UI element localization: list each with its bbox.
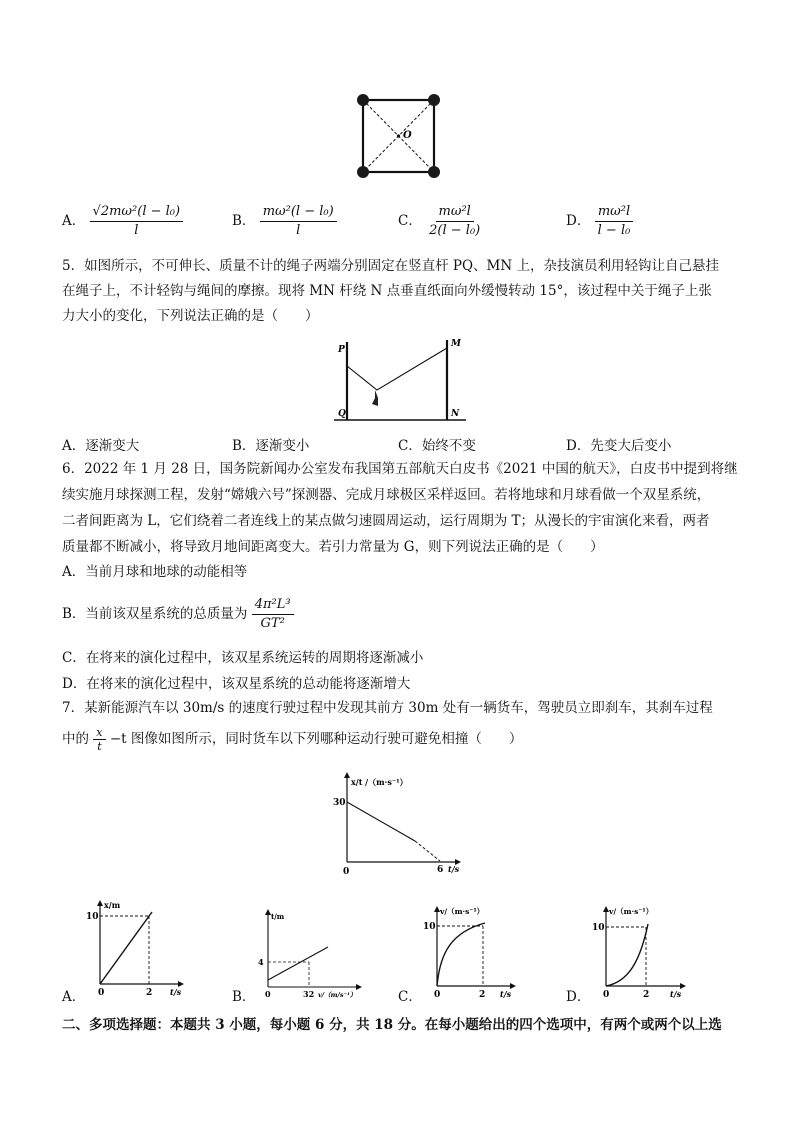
svg-text:32: 32 — [303, 989, 315, 999]
ball-bottom-left — [357, 166, 369, 178]
q6-line-1: 6．2022 年 1 月 28 日，国务院新闻办公室发布我国第五部航天白皮书《2021 中国的航天》，白皮书中提到将继 — [62, 461, 738, 477]
svg-text:10: 10 — [423, 922, 436, 932]
ball-top-right — [428, 94, 440, 106]
x-tick-6: 6 — [437, 865, 444, 875]
y-tick-30: 30 — [333, 798, 346, 808]
graph-curve — [437, 923, 485, 986]
q7-line-1: 7．某新能源汽车以 30m/s 的速度行驶过程中发现其前方 30m 处有一辆货车，驾驶员立即刹车，其刹车过程 — [62, 700, 713, 716]
section-2-heading: 二、多项选择题：本题共 3 小题，每小题 6 分，共 18 分。在每小题给出的四个选项中，有两个或两个以上选 — [62, 1017, 722, 1033]
graph-curve — [606, 924, 648, 986]
q5-option-d[interactable]: D．先变大后变小 — [566, 438, 672, 454]
ball-top-left — [357, 94, 369, 106]
q6-line-4: 质量都不断减小，将导致月地间距离变大。若引力常量为 G，则下列说法正确的是（ ） — [62, 539, 604, 555]
q6-line-3: 二者间距离为 L，它们绕着二者连线上的某点做匀速圆周运动，运行周期为 T；从漫长的宇宙演化来看，两者 — [62, 513, 710, 529]
svg-text:t/s: t/s — [170, 987, 182, 997]
q5-option-c[interactable]: C．始终不变 — [398, 438, 476, 454]
q5-rope-figure — [330, 334, 470, 426]
svg-text:4: 4 — [258, 957, 264, 967]
svg-text:t/s: t/s — [670, 989, 682, 999]
x-label: t/s — [448, 864, 460, 874]
q4-option-a[interactable]: A． $\frac{\text{√2mω²(l − l₀)}}{l}$ — [62, 203, 183, 240]
q7-line-2: 中的 $\frac{x}{t}$ −t 图像如图所示，同时货车以下列哪种运动行驶可避免相撞（ ） — [62, 726, 523, 753]
solid-line — [347, 802, 415, 841]
q6-line-2: 续实施月球探测工程，发射“嫦娥六号”探测器、完成月球极区采样返回。若将地球和月球看做一个双星系统， — [62, 487, 711, 503]
origin: 0 — [343, 867, 350, 877]
svg-text:2: 2 — [643, 990, 650, 1000]
q5-line-2: 在绳子上，不计轻钩与绳间的摩擦。现将 MN 杆绕 N 点垂直纸面向外缓慢转动 15°，该过程中关于绳子上张 — [62, 283, 712, 299]
q5-line-1: 5．如图所示，不可伸长、质量不计的绳子两端分别固定在竖直杆 PQ、MN 上，杂技演员利用轻钩让自己悬挂 — [62, 258, 719, 274]
q6-option-c[interactable]: C．在将来的演化过程中，该双星系统运转的周期将逐渐减小 — [62, 650, 424, 666]
label-n: N — [451, 409, 460, 419]
svg-text:v/（m·s⁻¹）: v/（m·s⁻¹） — [440, 907, 485, 916]
label-q: Q — [338, 409, 346, 419]
svg-text:2: 2 — [479, 990, 486, 1000]
svg-text:t/m: t/m — [271, 912, 285, 921]
q6-option-a[interactable]: A．当前月球和地球的动能相等 — [62, 564, 248, 580]
q5-option-b[interactable]: B．逐渐变小 — [232, 438, 310, 454]
q5-line-3: 力大小的变化，下列说法正确的是（ ） — [62, 308, 319, 324]
q6-option-d[interactable]: D．在将来的演化过程中，该双星系统的总动能将逐渐增大 — [62, 676, 411, 692]
graph-line — [100, 912, 152, 984]
q7-option-a-letter: A． — [62, 989, 86, 1005]
q5-option-a[interactable]: A．逐渐变大 — [62, 438, 140, 454]
q4-option-b[interactable]: B． $\frac{\text{mω²(l − l₀)}}{l}$ — [232, 203, 337, 240]
svg-text:v/（m·s⁻¹）: v/（m·s⁻¹） — [609, 907, 654, 916]
q7-option-c-letter: C． — [398, 989, 422, 1005]
y-arrow — [344, 772, 350, 778]
svg-text:2: 2 — [146, 988, 153, 998]
center-point — [397, 134, 400, 137]
svg-text:10: 10 — [592, 923, 605, 933]
acrobat — [372, 390, 378, 406]
rope — [347, 348, 447, 390]
svg-text:0: 0 — [98, 988, 105, 998]
center-label: O — [403, 130, 412, 141]
svg-text:0: 0 — [265, 989, 271, 999]
dashed-line — [415, 841, 440, 861]
q4-option-c[interactable]: C． $\frac{\text{mω²l}}{\text{2(l − l₀)}}$ — [398, 204, 481, 238]
ball-bottom-right — [428, 166, 440, 178]
label-m: M — [451, 339, 461, 349]
q7-option-b-letter: B． — [232, 989, 256, 1005]
y-label: x/t /（m·s⁻¹） — [351, 777, 408, 787]
svg-text:0: 0 — [603, 990, 610, 1000]
label-p: P — [338, 345, 345, 355]
svg-text:0: 0 — [434, 990, 441, 1000]
svg-text:t/s: t/s — [500, 989, 512, 999]
svg-text:v/（m/s⁻¹）: v/（m/s⁻¹） — [318, 991, 357, 999]
graph-line — [268, 947, 328, 980]
q6-option-b[interactable]: B．当前该双星系统的总质量为 $\frac{\text{4π²L³}}{\text{GT²}}$ — [62, 596, 294, 633]
q4-square-figure — [350, 92, 446, 182]
q7-option-c-chart[interactable] — [420, 902, 520, 1000]
svg-text:x/m: x/m — [104, 900, 121, 910]
svg-text:10: 10 — [86, 912, 99, 922]
q7-option-d-letter: D． — [566, 989, 591, 1005]
q4-option-d[interactable]: D． $\frac{\text{mω²l}}{\text{l − l₀}}$ — [566, 203, 633, 240]
q7-option-a-chart[interactable] — [84, 898, 192, 1000]
q7-option-b-chart[interactable] — [254, 905, 366, 1000]
q7-main-chart — [330, 770, 465, 878]
q7-option-d-chart[interactable] — [588, 902, 692, 1000]
